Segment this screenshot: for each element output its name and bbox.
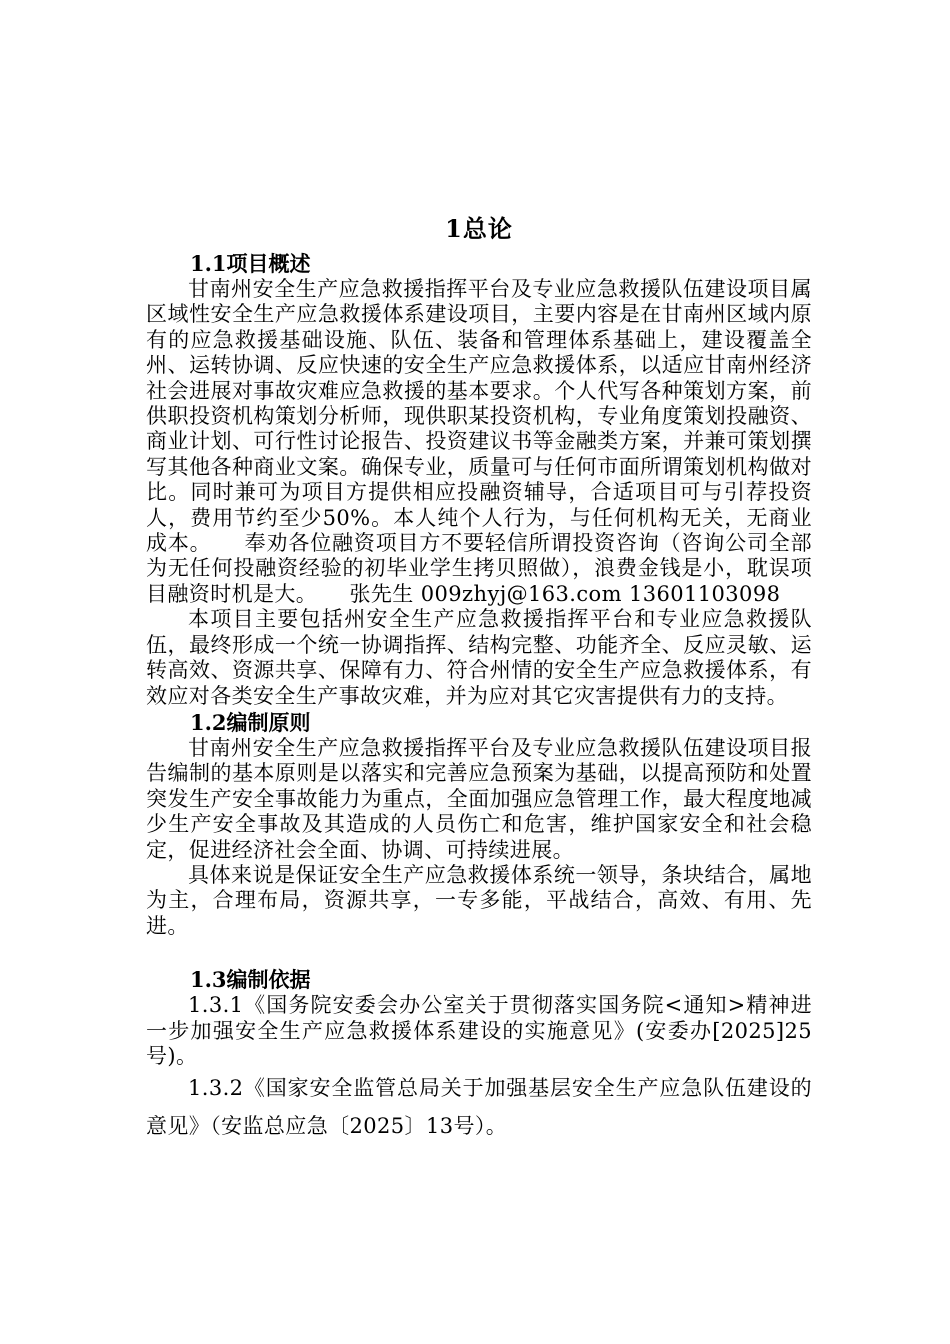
paragraph-principles-1: 甘南州安全生产应急救援指挥平台及专业应急救援队伍建设项目报告编制的基本原则是以落实和完善应急预案为基础，以提高预防和处置突发生产安全事故能力为重点，全面加强应急管理工作，最大程度地减少生产安全事故及其造成的人员伤亡和危害，维护国家安全和社会稳定，促进经济社会全面、协调、可持续进展。 [146, 735, 812, 862]
section-heading-overview: 1.1项目概述 [190, 251, 311, 276]
paragraph-principles-2: 具体来说是保证安全生产应急救援体系统一领导，条块结合，属地为主，合理布局，资源共享，一专多能，平战结合，高效、有用、先进。 [146, 862, 812, 938]
paragraph-overview-2: 本项目主要包括州安全生产应急救援指挥平台和专业应急救援队伍，最终形成一个统一协调指挥、结构完整、功能齐全、反应灵敏、运转高效、资源共享、保障有力、符合州情的安全生产应急救援体系，有效应对各类安全生产事故灾难，并为应对其它灾害提供有力的支持。 [146, 607, 812, 708]
document-page [146, 210, 812, 1145]
paragraph-overview-1: 甘南州安全生产应急救援指挥平台及专业应急救援队伍建设项目属区域性安全生产应急救援体系建设项目，主要内容是在甘南州区域内原有的应急救援基础设施、队伍、装备和管理体系基础上，建设覆盖全州、运转协调、反应快速的安全生产应急救援体系，以适应甘南州经济社会进展对事故灾难应急救援的基本要求。个人代写各种策划方案，前供职投资机构策划分析师，现供职某投资机构，专业角度策划投融资、商业计划、可行性讨论报告、投资建议书等金融类方案，并兼可策划撰写其他各种商业文案。确保专业，质量可与任何市面所谓策划机构做对比。同时兼可为项目方提供相应投融资辅导，合适项目可与引荐投资人，费用节约至少50%。本人纯个人行为，与任何机构无关，无商业成本。 奉劝各位融资项目方不要轻信所谓投资咨询（咨询公司全部为无任何投融资经验的初毕业学生拷贝照做），浪费金钱是小，耽误项目融资时机是大。 张先生 009zhyj@163.com 13601103098 [146, 277, 812, 606]
section-heading-principles: 1.2编制原则 [190, 709, 311, 735]
paragraph-basis-1: 1.3.1《国务院安委会办公室关于贯彻落实国务院<通知>精神进一步加强安全生产应急救援体系建设的实施意见》(安委办[2025]25号)。 [146, 993, 812, 1068]
section-heading-basis: 1.3编制依据 [190, 967, 311, 993]
chapter-title: 1总论 [445, 214, 513, 243]
paragraph-basis-2: 1.3.2《国家安全监管总局关于加强基层安全生产应急队伍建设的意见》（安监总应急〔2025〕13号）。 [146, 1076, 812, 1139]
